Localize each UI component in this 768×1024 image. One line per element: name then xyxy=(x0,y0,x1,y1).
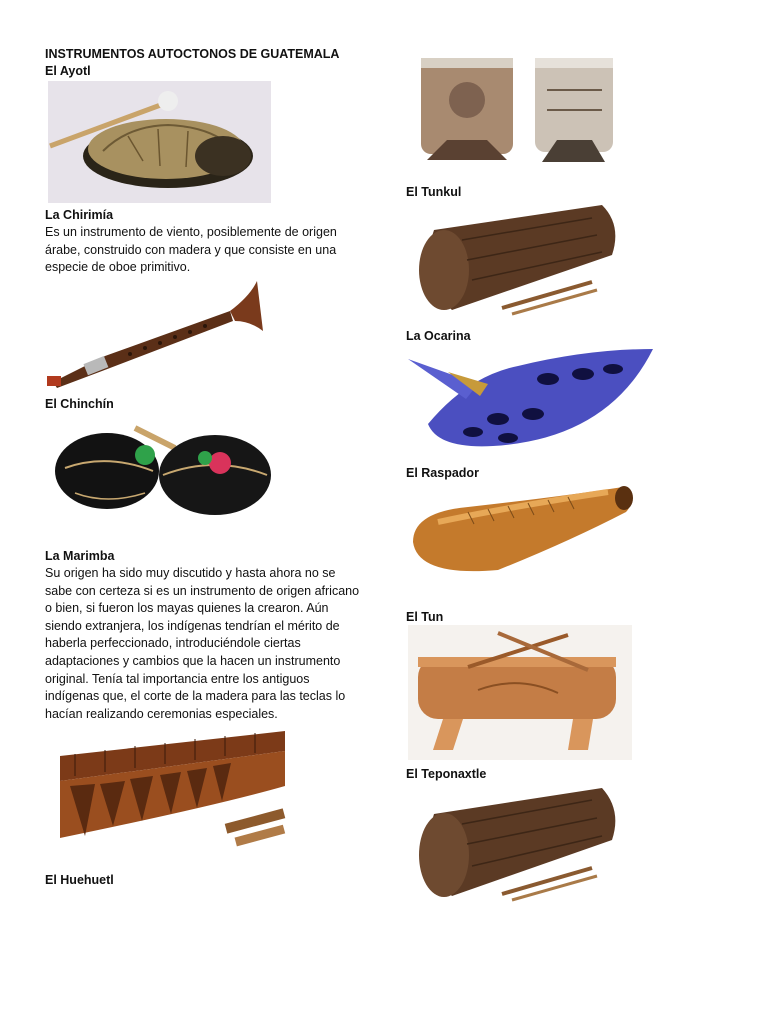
marimba-description: Su origen ha sido muy discutido y hasta ahora no se sabe con certeza si es un instrumento de origen africano o bien, si fueron los mayas quienes la crearon. Aún siendo extranjera, los indígenas tendrían el mérito de haberla perfeccionado, introduciéndole ciertas adaptaciones y cambios que la hacen un instrumento original. Tenía tal importancia entre los antiguos indígenas que, el corte de la madera para las teclas lo hacían realizando ceremonias especiales. xyxy=(45,566,360,721)
ayotl-image xyxy=(48,81,271,203)
heading-tunkul: El Tunkul xyxy=(406,185,462,199)
heading-chirimia: La Chirimía xyxy=(45,208,114,222)
marimba-image xyxy=(45,726,290,854)
ocarina-image xyxy=(408,344,656,454)
heading-raspador: El Raspador xyxy=(406,466,479,480)
heading-chinchin: El Chinchín xyxy=(45,397,114,411)
tunkul-image xyxy=(412,200,624,320)
heading-teponaxtle: El Teponaxtle xyxy=(406,767,487,781)
heading-tun: El Tun xyxy=(406,610,444,624)
heading-ocarina: La Ocarina xyxy=(406,329,471,343)
chirimia-image xyxy=(45,276,267,394)
chinchin-image xyxy=(45,413,290,548)
chirimia-description: Es un instrumento de viento, posiblemente de origen árabe, construido con madera y que consiste en una especie de oboe primitivo. xyxy=(45,225,337,275)
page-title: INSTRUMENTOS AUTOCTONOS DE GUATEMALA xyxy=(45,47,340,61)
teponaxtle-image xyxy=(412,782,624,907)
raspador-image xyxy=(408,482,636,577)
tun-image xyxy=(408,625,632,760)
huehuetl-image xyxy=(407,50,633,176)
heading-ayotl: El Ayotl xyxy=(45,64,91,78)
heading-huehuetl: El Huehuetl xyxy=(45,873,114,887)
heading-marimba: La Marimba xyxy=(45,549,115,563)
